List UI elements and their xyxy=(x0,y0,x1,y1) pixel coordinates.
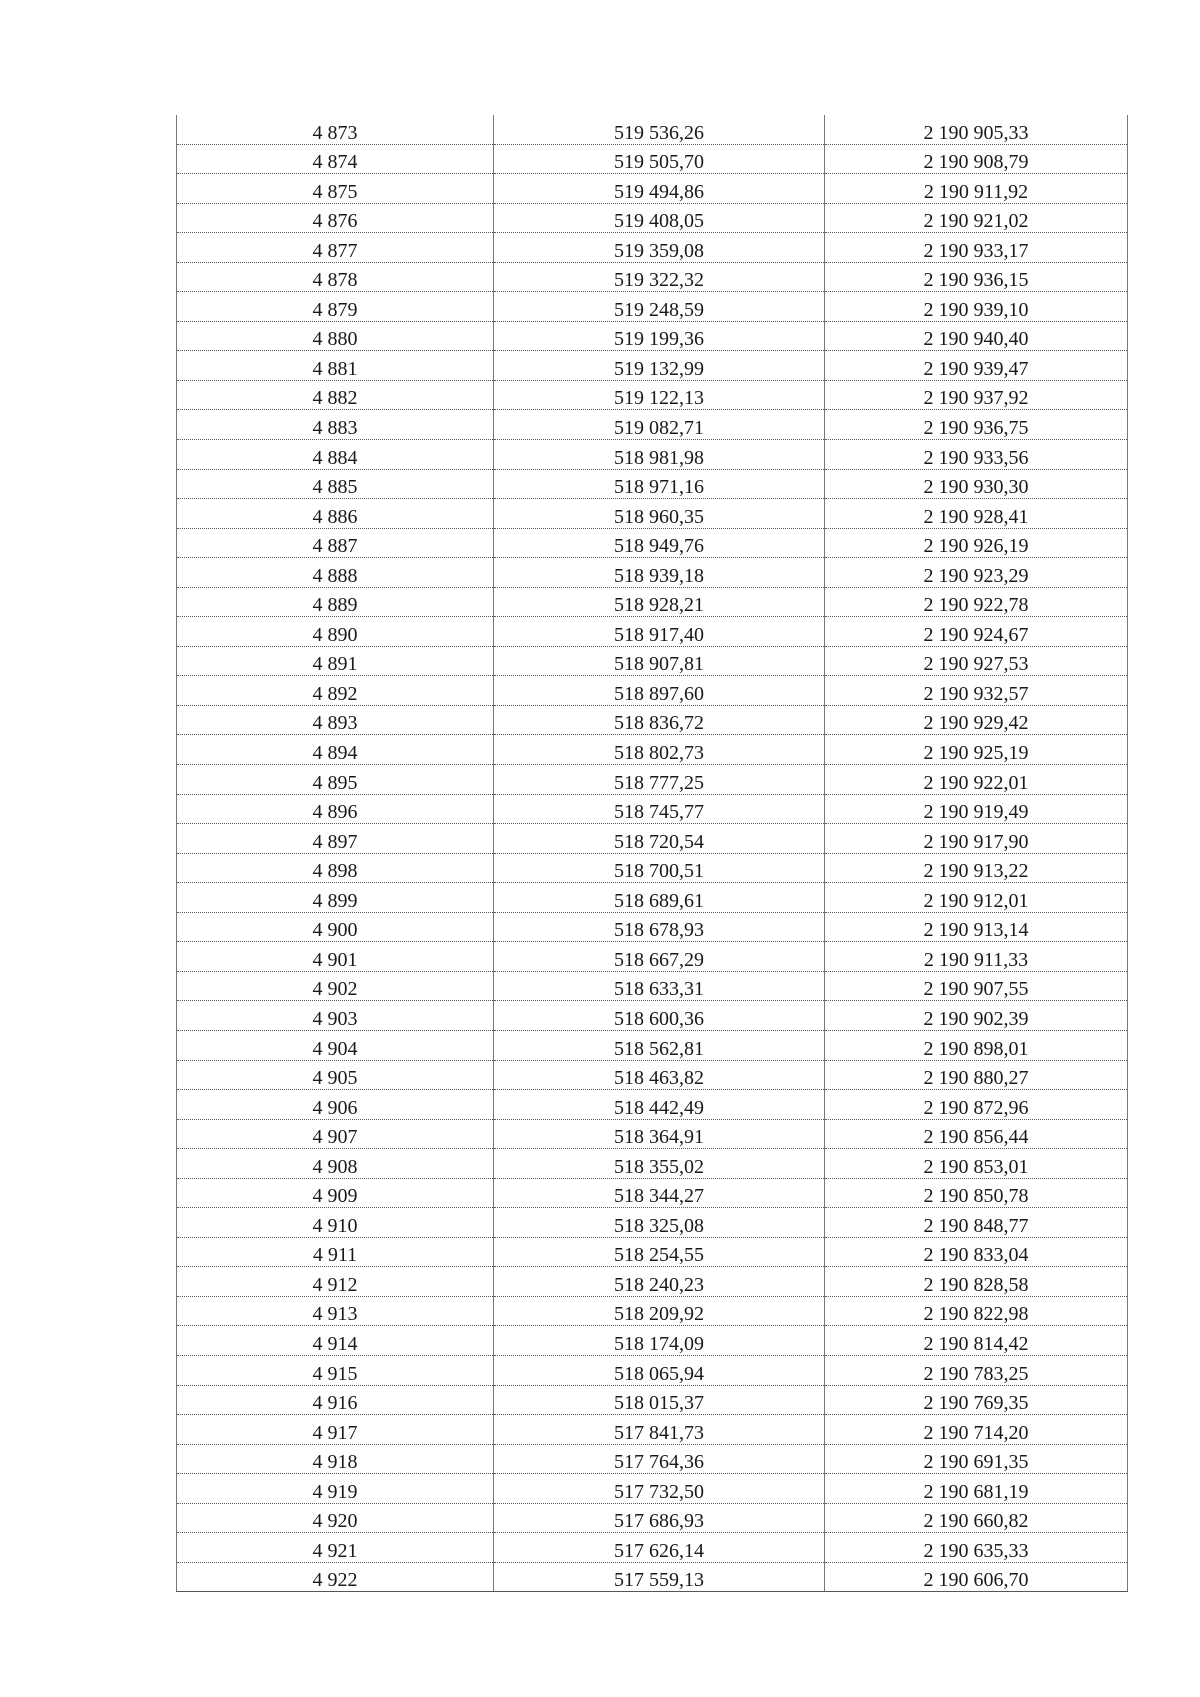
table-row xyxy=(177,1090,1128,1120)
x-coordinate-cell: 519 536,26 xyxy=(494,115,825,144)
point-number-cell: 4 893 xyxy=(177,705,494,735)
table-row xyxy=(177,1355,1128,1385)
y-coordinate-cell: 2 190 923,29 xyxy=(825,558,1128,588)
x-coordinate-cell: 519 199,36 xyxy=(494,321,825,351)
point-number-cell: 4 878 xyxy=(177,262,494,292)
x-coordinate-cell: 518 325,08 xyxy=(494,1208,825,1238)
table-row xyxy=(177,617,1128,647)
x-coordinate-cell: 519 082,71 xyxy=(494,410,825,440)
x-coordinate-cell: 518 667,29 xyxy=(494,942,825,972)
y-coordinate-cell: 2 190 814,42 xyxy=(825,1326,1128,1356)
x-coordinate-cell: 518 254,55 xyxy=(494,1237,825,1267)
x-coordinate-cell: 518 700,51 xyxy=(494,853,825,883)
table-row xyxy=(177,380,1128,410)
y-coordinate-cell: 2 190 939,47 xyxy=(825,351,1128,381)
point-number-cell: 4 891 xyxy=(177,646,494,676)
point-number-cell: 4 922 xyxy=(177,1562,494,1592)
table-row xyxy=(177,765,1128,795)
point-number-cell: 4 896 xyxy=(177,794,494,824)
coordinates-table-body xyxy=(177,115,1128,1592)
point-number-cell: 4 885 xyxy=(177,469,494,499)
x-coordinate-cell: 518 364,91 xyxy=(494,1119,825,1149)
table-row xyxy=(177,1267,1128,1297)
y-coordinate-cell: 2 190 833,04 xyxy=(825,1237,1128,1267)
x-coordinate-cell: 518 720,54 xyxy=(494,824,825,854)
x-coordinate-cell: 518 065,94 xyxy=(494,1355,825,1385)
point-number-cell: 4 890 xyxy=(177,617,494,647)
x-coordinate-cell: 517 841,73 xyxy=(494,1415,825,1445)
x-coordinate-cell: 518 689,61 xyxy=(494,883,825,913)
table-row xyxy=(177,351,1128,381)
x-coordinate-cell: 518 600,36 xyxy=(494,1001,825,1031)
table-row xyxy=(177,942,1128,972)
point-number-cell: 4 907 xyxy=(177,1119,494,1149)
y-coordinate-cell: 2 190 913,22 xyxy=(825,853,1128,883)
y-coordinate-cell: 2 190 927,53 xyxy=(825,646,1128,676)
table-row xyxy=(177,174,1128,204)
x-coordinate-cell: 517 559,13 xyxy=(494,1562,825,1592)
y-coordinate-cell: 2 190 913,14 xyxy=(825,912,1128,942)
x-coordinate-cell: 518 981,98 xyxy=(494,440,825,470)
table-row xyxy=(177,499,1128,529)
table-row xyxy=(177,646,1128,676)
y-coordinate-cell: 2 190 606,70 xyxy=(825,1562,1128,1592)
point-number-cell: 4 883 xyxy=(177,410,494,440)
point-number-cell: 4 901 xyxy=(177,942,494,972)
y-coordinate-cell: 2 190 919,49 xyxy=(825,794,1128,824)
table-row xyxy=(177,203,1128,233)
x-coordinate-cell: 518 939,18 xyxy=(494,558,825,588)
point-number-cell: 4 911 xyxy=(177,1237,494,1267)
point-number-cell: 4 888 xyxy=(177,558,494,588)
point-number-cell: 4 881 xyxy=(177,351,494,381)
x-coordinate-cell: 519 248,59 xyxy=(494,292,825,322)
y-coordinate-cell: 2 190 880,27 xyxy=(825,1060,1128,1090)
point-number-cell: 4 916 xyxy=(177,1385,494,1415)
point-number-cell: 4 889 xyxy=(177,587,494,617)
table-row xyxy=(177,292,1128,322)
x-coordinate-cell: 518 240,23 xyxy=(494,1267,825,1297)
table-row xyxy=(177,676,1128,706)
y-coordinate-cell: 2 190 912,01 xyxy=(825,883,1128,913)
table-row xyxy=(177,705,1128,735)
y-coordinate-cell: 2 190 917,90 xyxy=(825,824,1128,854)
table-row xyxy=(177,883,1128,913)
table-row xyxy=(177,794,1128,824)
table-row xyxy=(177,587,1128,617)
x-coordinate-cell: 518 928,21 xyxy=(494,587,825,617)
point-number-cell: 4 880 xyxy=(177,321,494,351)
point-number-cell: 4 894 xyxy=(177,735,494,765)
x-coordinate-cell: 518 442,49 xyxy=(494,1090,825,1120)
y-coordinate-cell: 2 190 936,15 xyxy=(825,262,1128,292)
x-coordinate-cell: 517 626,14 xyxy=(494,1533,825,1563)
x-coordinate-cell: 518 836,72 xyxy=(494,705,825,735)
y-coordinate-cell: 2 190 714,20 xyxy=(825,1415,1128,1445)
y-coordinate-cell: 2 190 822,98 xyxy=(825,1296,1128,1326)
y-coordinate-cell: 2 190 921,02 xyxy=(825,203,1128,233)
table-row xyxy=(177,971,1128,1001)
point-number-cell: 4 918 xyxy=(177,1444,494,1474)
x-coordinate-cell: 518 949,76 xyxy=(494,528,825,558)
y-coordinate-cell: 2 190 681,19 xyxy=(825,1474,1128,1504)
x-coordinate-cell: 518 174,09 xyxy=(494,1326,825,1356)
point-number-cell: 4 909 xyxy=(177,1178,494,1208)
point-number-cell: 4 898 xyxy=(177,853,494,883)
table-row xyxy=(177,115,1128,144)
y-coordinate-cell: 2 190 933,17 xyxy=(825,233,1128,263)
table-row xyxy=(177,1533,1128,1563)
y-coordinate-cell: 2 190 937,92 xyxy=(825,380,1128,410)
table-row xyxy=(177,824,1128,854)
y-coordinate-cell: 2 190 922,78 xyxy=(825,587,1128,617)
table-row xyxy=(177,853,1128,883)
point-number-cell: 4 875 xyxy=(177,174,494,204)
table-row xyxy=(177,912,1128,942)
y-coordinate-cell: 2 190 907,55 xyxy=(825,971,1128,1001)
y-coordinate-cell: 2 190 691,35 xyxy=(825,1444,1128,1474)
table-row xyxy=(177,1001,1128,1031)
table-row xyxy=(177,1562,1128,1592)
x-coordinate-cell: 518 463,82 xyxy=(494,1060,825,1090)
point-number-cell: 4 902 xyxy=(177,971,494,1001)
table-row xyxy=(177,1178,1128,1208)
table-row xyxy=(177,1503,1128,1533)
y-coordinate-cell: 2 190 856,44 xyxy=(825,1119,1128,1149)
coordinates-table xyxy=(176,115,1128,1592)
y-coordinate-cell: 2 190 928,41 xyxy=(825,499,1128,529)
point-number-cell: 4 915 xyxy=(177,1355,494,1385)
y-coordinate-cell: 2 190 929,42 xyxy=(825,705,1128,735)
y-coordinate-cell: 2 190 933,56 xyxy=(825,440,1128,470)
table-row xyxy=(177,440,1128,470)
table-row xyxy=(177,1474,1128,1504)
point-number-cell: 4 921 xyxy=(177,1533,494,1563)
y-coordinate-cell: 2 190 926,19 xyxy=(825,528,1128,558)
point-number-cell: 4 913 xyxy=(177,1296,494,1326)
y-coordinate-cell: 2 190 848,77 xyxy=(825,1208,1128,1238)
y-coordinate-cell: 2 190 924,67 xyxy=(825,617,1128,647)
y-coordinate-cell: 2 190 940,40 xyxy=(825,321,1128,351)
y-coordinate-cell: 2 190 932,57 xyxy=(825,676,1128,706)
table-row xyxy=(177,1296,1128,1326)
table-row xyxy=(177,262,1128,292)
x-coordinate-cell: 519 322,32 xyxy=(494,262,825,292)
point-number-cell: 4 879 xyxy=(177,292,494,322)
point-number-cell: 4 873 xyxy=(177,115,494,144)
point-number-cell: 4 887 xyxy=(177,528,494,558)
x-coordinate-cell: 519 494,86 xyxy=(494,174,825,204)
x-coordinate-cell: 518 344,27 xyxy=(494,1178,825,1208)
point-number-cell: 4 877 xyxy=(177,233,494,263)
point-number-cell: 4 895 xyxy=(177,765,494,795)
y-coordinate-cell: 2 190 783,25 xyxy=(825,1355,1128,1385)
table-row xyxy=(177,558,1128,588)
point-number-cell: 4 903 xyxy=(177,1001,494,1031)
y-coordinate-cell: 2 190 936,75 xyxy=(825,410,1128,440)
point-number-cell: 4 919 xyxy=(177,1474,494,1504)
point-number-cell: 4 899 xyxy=(177,883,494,913)
point-number-cell: 4 912 xyxy=(177,1267,494,1297)
y-coordinate-cell: 2 190 769,35 xyxy=(825,1385,1128,1415)
point-number-cell: 4 874 xyxy=(177,144,494,174)
y-coordinate-cell: 2 190 872,96 xyxy=(825,1090,1128,1120)
point-number-cell: 4 897 xyxy=(177,824,494,854)
point-number-cell: 4 900 xyxy=(177,912,494,942)
point-number-cell: 4 908 xyxy=(177,1149,494,1179)
table-row xyxy=(177,528,1128,558)
point-number-cell: 4 906 xyxy=(177,1090,494,1120)
y-coordinate-cell: 2 190 939,10 xyxy=(825,292,1128,322)
point-number-cell: 4 920 xyxy=(177,1503,494,1533)
y-coordinate-cell: 2 190 905,33 xyxy=(825,115,1128,144)
table-row xyxy=(177,1385,1128,1415)
point-number-cell: 4 882 xyxy=(177,380,494,410)
y-coordinate-cell: 2 190 828,58 xyxy=(825,1267,1128,1297)
x-coordinate-cell: 517 764,36 xyxy=(494,1444,825,1474)
table-row xyxy=(177,469,1128,499)
x-coordinate-cell: 517 686,93 xyxy=(494,1503,825,1533)
y-coordinate-cell: 2 190 908,79 xyxy=(825,144,1128,174)
table-row xyxy=(177,410,1128,440)
y-coordinate-cell: 2 190 911,92 xyxy=(825,174,1128,204)
table-row xyxy=(177,1030,1128,1060)
y-coordinate-cell: 2 190 922,01 xyxy=(825,765,1128,795)
y-coordinate-cell: 2 190 635,33 xyxy=(825,1533,1128,1563)
table-row xyxy=(177,1415,1128,1445)
point-number-cell: 4 917 xyxy=(177,1415,494,1445)
y-coordinate-cell: 2 190 902,39 xyxy=(825,1001,1128,1031)
x-coordinate-cell: 518 745,77 xyxy=(494,794,825,824)
table-row xyxy=(177,144,1128,174)
x-coordinate-cell: 518 897,60 xyxy=(494,676,825,706)
x-coordinate-cell: 518 209,92 xyxy=(494,1296,825,1326)
x-coordinate-cell: 518 777,25 xyxy=(494,765,825,795)
x-coordinate-cell: 518 802,73 xyxy=(494,735,825,765)
y-coordinate-cell: 2 190 898,01 xyxy=(825,1030,1128,1060)
table-row xyxy=(177,735,1128,765)
y-coordinate-cell: 2 190 930,30 xyxy=(825,469,1128,499)
x-coordinate-cell: 519 359,08 xyxy=(494,233,825,263)
point-number-cell: 4 892 xyxy=(177,676,494,706)
point-number-cell: 4 905 xyxy=(177,1060,494,1090)
x-coordinate-cell: 518 907,81 xyxy=(494,646,825,676)
x-coordinate-cell: 518 633,31 xyxy=(494,971,825,1001)
x-coordinate-cell: 519 132,99 xyxy=(494,351,825,381)
x-coordinate-cell: 519 122,13 xyxy=(494,380,825,410)
x-coordinate-cell: 519 505,70 xyxy=(494,144,825,174)
x-coordinate-cell: 518 917,40 xyxy=(494,617,825,647)
point-number-cell: 4 914 xyxy=(177,1326,494,1356)
y-coordinate-cell: 2 190 660,82 xyxy=(825,1503,1128,1533)
table-row xyxy=(177,1119,1128,1149)
point-number-cell: 4 884 xyxy=(177,440,494,470)
point-number-cell: 4 886 xyxy=(177,499,494,529)
table-row xyxy=(177,1237,1128,1267)
x-coordinate-cell: 517 732,50 xyxy=(494,1474,825,1504)
table-row xyxy=(177,321,1128,351)
x-coordinate-cell: 518 960,35 xyxy=(494,499,825,529)
table-row xyxy=(177,233,1128,263)
y-coordinate-cell: 2 190 911,33 xyxy=(825,942,1128,972)
x-coordinate-cell: 518 562,81 xyxy=(494,1030,825,1060)
point-number-cell: 4 910 xyxy=(177,1208,494,1238)
table-row xyxy=(177,1444,1128,1474)
x-coordinate-cell: 518 678,93 xyxy=(494,912,825,942)
table-row xyxy=(177,1208,1128,1238)
point-number-cell: 4 904 xyxy=(177,1030,494,1060)
x-coordinate-cell: 518 355,02 xyxy=(494,1149,825,1179)
x-coordinate-cell: 519 408,05 xyxy=(494,203,825,233)
table-row xyxy=(177,1060,1128,1090)
y-coordinate-cell: 2 190 925,19 xyxy=(825,735,1128,765)
table-row xyxy=(177,1326,1128,1356)
y-coordinate-cell: 2 190 850,78 xyxy=(825,1178,1128,1208)
table-row xyxy=(177,1149,1128,1179)
y-coordinate-cell: 2 190 853,01 xyxy=(825,1149,1128,1179)
x-coordinate-cell: 518 015,37 xyxy=(494,1385,825,1415)
x-coordinate-cell: 518 971,16 xyxy=(494,469,825,499)
point-number-cell: 4 876 xyxy=(177,203,494,233)
